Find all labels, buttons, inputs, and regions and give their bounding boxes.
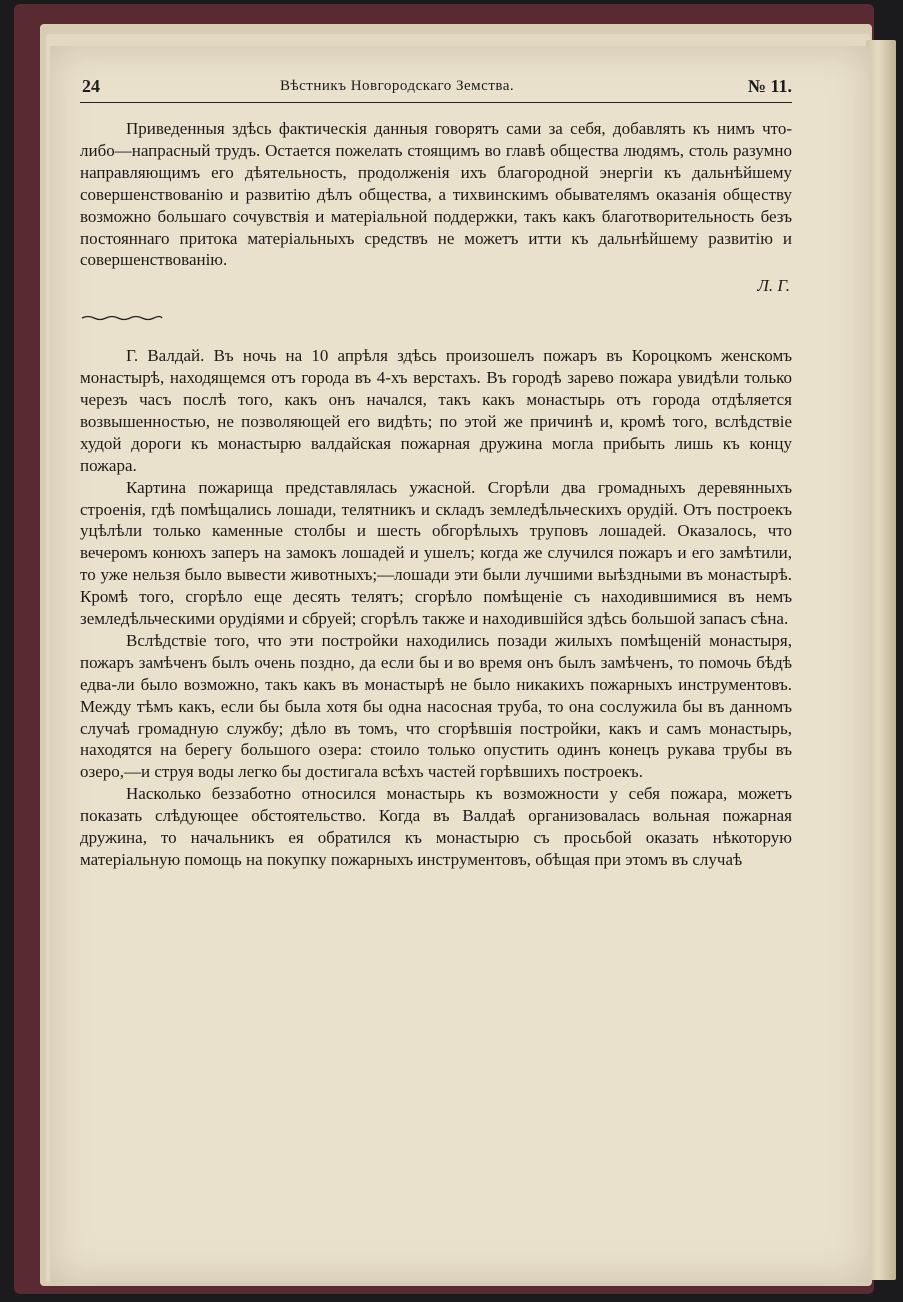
article-body	[80, 118, 792, 871]
page-number: 24	[82, 76, 100, 96]
running-header	[80, 74, 792, 103]
paragraph-valdai-fire: Г. Валдай. Въ ночь на 10 апрѣля здѣсь произошелъ пожаръ въ Короцкомъ женскомъ монастырѣ, находящемся отъ города въ 4-хъ верстахъ. Въ городѣ зарево пожара увидѣли только черезъ часъ послѣ того, какъ онъ начался, такъ какъ монастырь отъ города отдѣляется возвышенностью, не позволяющей его видѣть; по этой же причинѣ и, кромѣ того, вслѣдствіе худой дороги къ монастырю валдайская пожарная дружина могла прибыть лишь къ концу пожара.	[80, 346, 792, 475]
paragraph-fire-scene: Картина пожарища представлялась ужасной. Сгорѣли два громадныхъ деревянныхъ строенія, гдѣ помѣщались лошади, телятникъ и складъ земледѣльческихъ орудій. Отъ построекъ уцѣлѣли только каменные столбы и шесть обгорѣлыхъ труповъ лошадей. Оказалось, что вечеромъ конюхъ заперъ на замокъ лошадей и ушелъ; когда же случился пожаръ и его замѣтили, то уже нельзя было вывести животныхъ;—лошади эти были лучшими выѣздными въ монастырѣ. Кромѣ того, сгорѣло еще десять телятъ; сгорѣло помѣщеніе съ находившимися въ немъ земледѣльческими орудіями и сбруей; сгорѣлъ также и находившійся здѣсь большой запасъ сѣна.	[80, 477, 792, 629]
page-edges	[866, 40, 896, 1280]
journal-title: Вѣстникъ Новгородскаго Земства.	[280, 78, 515, 94]
paragraph-monastery-negligence: Насколько беззаботно относился монастырь къ возможности у себя пожара, можетъ показать слѣдующее обстоятельство. Когда въ Валдаѣ организовалась вольная пожарная дружина, то начальникъ ея обратился къ монастырю съ просьбой оказать нѣкоторую матеріальную помощь на покупку пожарныхъ инструментовъ, обѣщая при этомъ въ случаѣ	[80, 784, 792, 869]
paragraph-fire-cause: Вслѣдствіе того, что эти постройки находились позади жилыхъ помѣщеній монастыря, пожаръ замѣченъ былъ очень поздно, да если бы и во время онъ былъ замѣченъ, то помочь бѣдѣ едва-ли было возможно, такъ какъ въ монастырѣ не было никакихъ пожарныхъ инструментовъ. Между тѣмъ какъ, если бы была хотя бы одна насосная труба, то она сослужила бы въ данномъ случаѣ громадную службу; дѣло въ томъ, что сгорѣвшія постройки, какъ и самъ монастырь, находятся на берегу большого озера: стоило только опустить одинъ конецъ рукава трубы въ озеро,—и струя воды легко бы достигала всѣхъ частей горѣвшихъ построекъ.	[80, 630, 792, 782]
author-signature: Л. Г.	[757, 276, 790, 296]
section-divider	[80, 315, 164, 321]
paragraph-conclusion: Приведенныя здѣсь фактическія данныя говорятъ сами за себя, добавлять къ нимъ что-либо—напрасный трудъ. Остается пожелать стоящимъ во главѣ общества людямъ, столь разумно направляющимъ его дѣятельность, продолженія ихъ благородной энергіи къ дальнѣйшему совершенствованію и развитію дѣлъ общества, а тихвинскимъ обывателямъ оказанія обществу возможно большаго сочувствія и матеріальной поддержки, такъ какъ благотворительность безъ постояннаго притока матеріальныхъ средствъ не можетъ итти къ дальнѣйшему развитію и совершенствованію.	[80, 119, 792, 270]
issue-number: № 11.	[747, 76, 792, 96]
